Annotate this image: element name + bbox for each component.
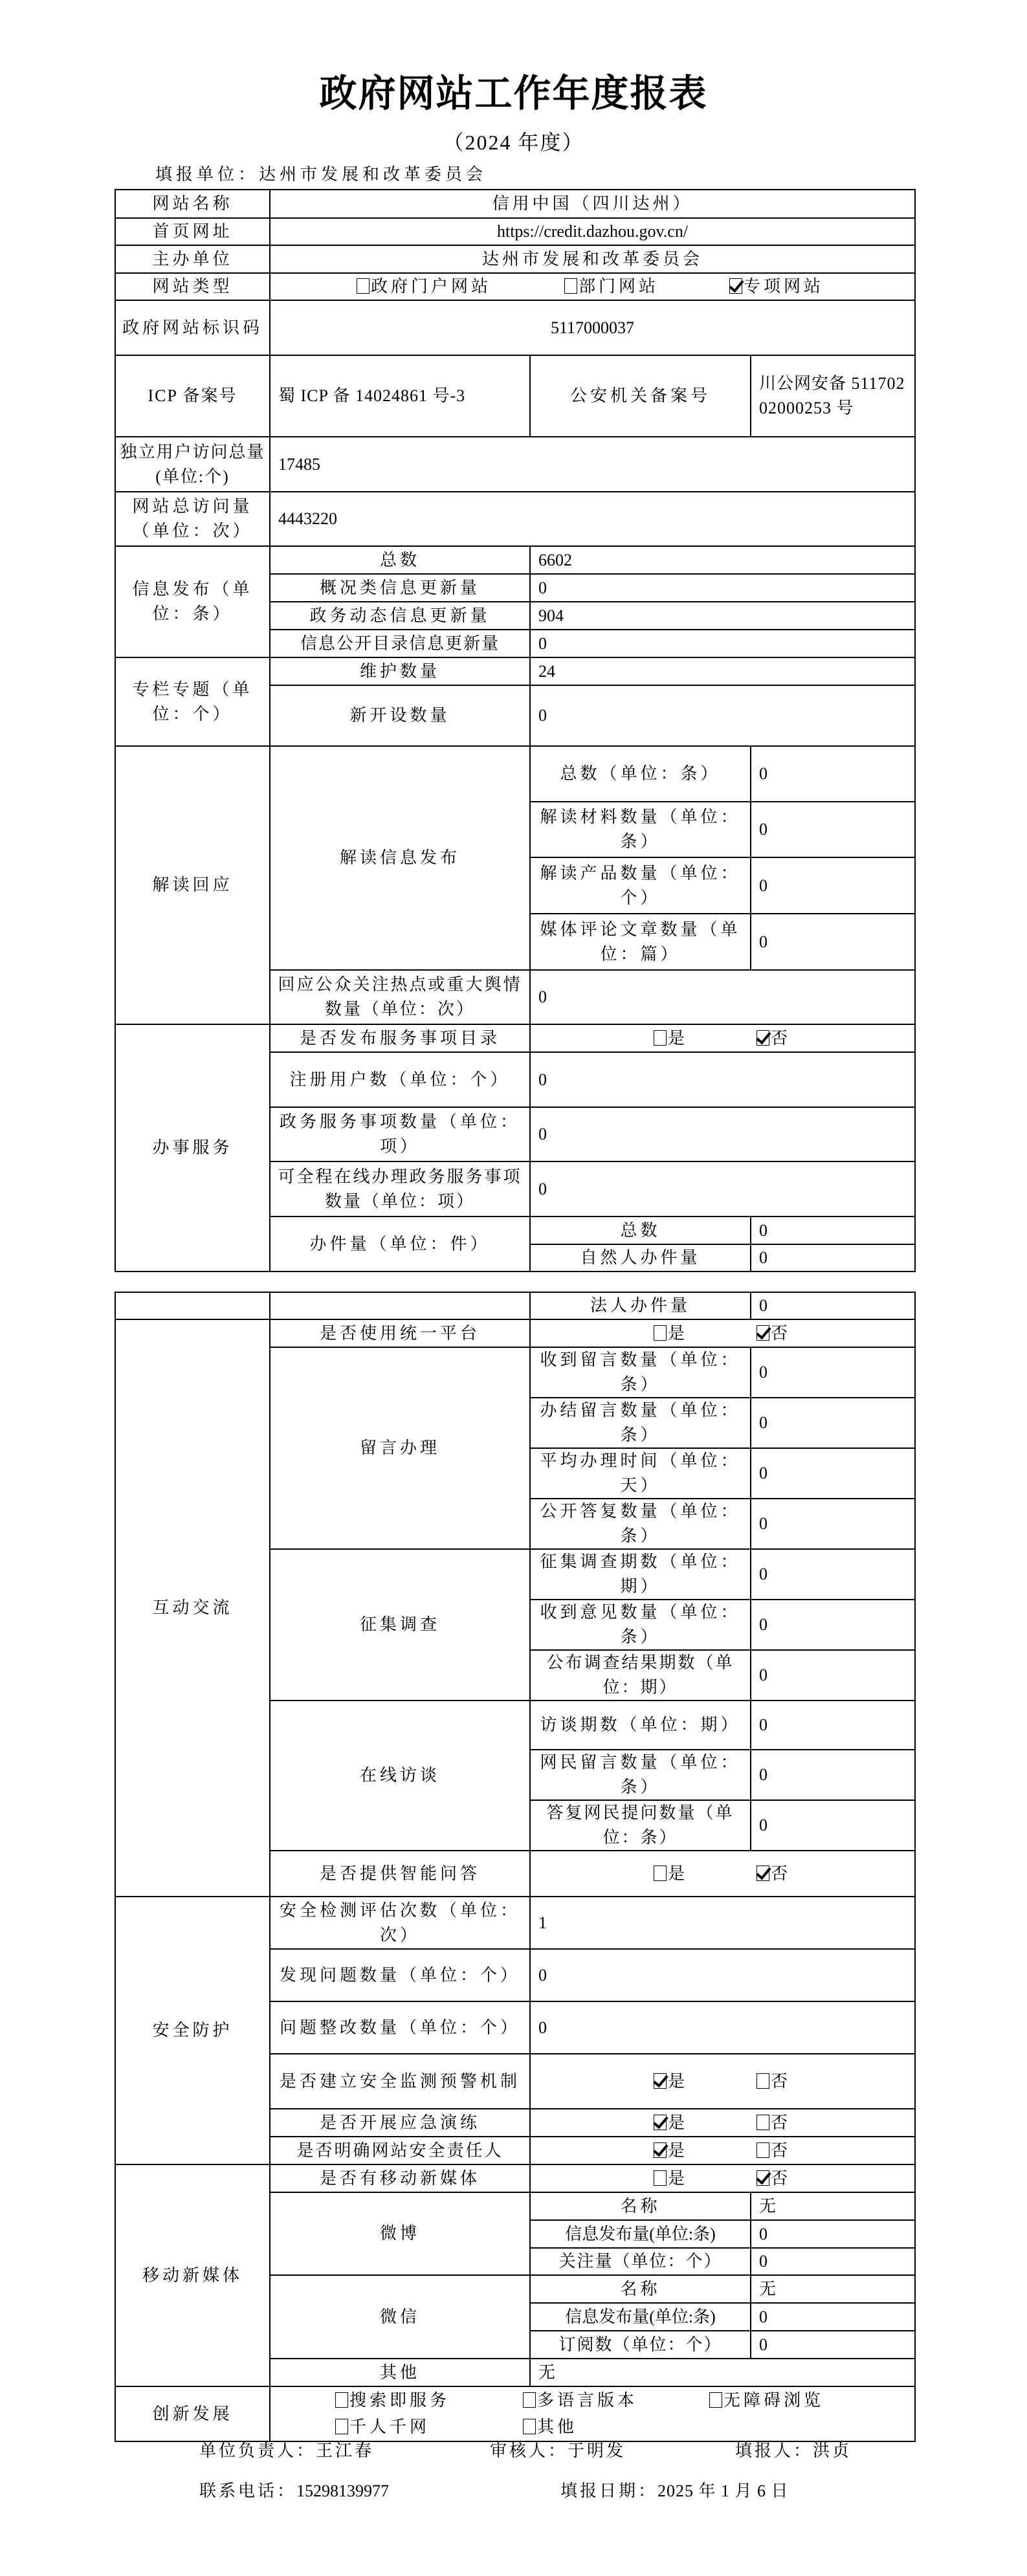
checkbox-icon[interactable] (654, 1866, 667, 1881)
interview-row-value: 0 (751, 1750, 915, 1800)
row-unique-visitors (115, 437, 915, 492)
sec-row-label: 发现问题数量（单位：个） (270, 1949, 530, 2001)
option-no[interactable]: 否 (756, 2069, 791, 2094)
sec-check-label: 是否明确网站安全责任人 (270, 2137, 530, 2164)
option-yes[interactable]: 是 (654, 1321, 688, 1346)
site-type-option-department[interactable]: 部门网站 (564, 274, 659, 299)
services-label: 办事服务 (115, 1024, 270, 1271)
msg-row-label: 收到留言数量（单位：条） (530, 1347, 751, 1398)
innovation-option-personalized[interactable]: 千人千网 (335, 2415, 430, 2439)
sec-row-label: 安全检测评估次数（单位：次） (270, 1897, 530, 1949)
messages-label: 留言办理 (270, 1347, 530, 1549)
option-no[interactable]: 否 (756, 2166, 791, 2191)
report-subtitle: （2024 年度） (443, 131, 584, 154)
wechat-row-value: 0 (751, 2331, 915, 2359)
sponsor-value: 达州市发展和改革委员会 (270, 245, 915, 273)
checkbox-icon[interactable] (654, 1325, 667, 1341)
reporting-unit-value: 达州市发展和改革委员会 (259, 165, 487, 184)
cases-row-value: 0 (751, 1292, 915, 1319)
option-no[interactable]: 否 (756, 2111, 791, 2135)
survey-row-value: 0 (751, 1650, 915, 1701)
report-table-part-2 (115, 1292, 916, 2442)
sec-check-label: 是否开展应急演练 (270, 2109, 530, 2137)
row-icp (115, 355, 915, 437)
cases-label: 办件量（单位：件） (270, 1216, 530, 1271)
checkbox-checked-icon[interactable] (654, 2115, 667, 2130)
unique-visitors-label: 独立用户访问总量(单位:个) (115, 437, 270, 492)
checkbox-icon[interactable] (523, 2392, 536, 2408)
report-title: 政府网站工作年度报表 (319, 72, 708, 115)
site-name-label: 网站名称 (115, 190, 270, 218)
sec-check-options (530, 2054, 915, 2109)
row-homepage (115, 218, 915, 245)
weibo-row-value: 无 (751, 2192, 915, 2220)
info-row-value: 0 (530, 574, 915, 602)
msg-row-value: 0 (751, 1398, 915, 1448)
checkbox-icon[interactable] (756, 2115, 769, 2130)
checkbox-icon[interactable] (654, 1030, 667, 1046)
wechat-row-value: 0 (751, 2303, 915, 2331)
interp-row-value: 0 (751, 746, 915, 802)
checkbox-checked-icon[interactable] (756, 1866, 769, 1881)
info-row-label: 概况类信息更新量 (270, 574, 530, 602)
footer-phone: 联系电话：15298139977 (199, 2482, 390, 2500)
option-yes[interactable]: 是 (654, 2139, 688, 2163)
footer-date: 填报日期：2025 年 1 月 6 日 (560, 2482, 789, 2500)
row-columns-maintained (115, 657, 915, 685)
option-yes[interactable]: 是 (654, 2069, 688, 2094)
cases-row-label: 自然人办件量 (530, 1244, 751, 1271)
row-info-total (115, 546, 915, 574)
msg-row-label: 平均办理时间（单位：天） (530, 1448, 751, 1499)
interpretation-sub-label: 解读信息发布 (270, 746, 530, 970)
site-type-options (270, 273, 915, 300)
page-views-label: 网站总访问量（单位：次） (115, 492, 270, 546)
site-id-label: 政府网站标识码 (115, 300, 270, 355)
survey-label: 征集调查 (270, 1549, 530, 1701)
interp-row-label: 解读产品数量（单位：个） (530, 857, 751, 914)
service-row-label: 注册用户数（单位：个） (270, 1052, 530, 1107)
msg-row-value: 0 (751, 1499, 915, 1549)
checkbox-icon[interactable] (357, 278, 370, 294)
interp-row-label: 总数（单位：条） (530, 746, 751, 802)
footer-reviewer: 审核人：于明发 (490, 2441, 626, 2460)
option-no[interactable]: 否 (756, 1026, 791, 1051)
msg-row-label: 公开答复数量（单位：条） (530, 1499, 751, 1549)
row-sponsor (115, 245, 915, 273)
msg-row-label: 办结留言数量（单位：条） (530, 1398, 751, 1448)
response-label: 回应公众关注热点或重大舆情数量（单位：次） (270, 970, 530, 1024)
weibo-row-value: 0 (751, 2220, 915, 2248)
row-page-views (115, 492, 915, 546)
row-site-name (115, 190, 915, 218)
interpretation-label: 解读回应 (115, 746, 270, 1024)
checkbox-icon[interactable] (654, 2170, 667, 2186)
wechat-label: 微信 (270, 2275, 530, 2359)
info-publish-label: 信息发布（单位：条） (115, 546, 270, 657)
columns-label: 专栏专题（单位：个） (115, 657, 270, 746)
weibo-row-label: 信息发布量(单位:条) (530, 2220, 751, 2248)
option-yes[interactable]: 是 (654, 2166, 688, 2191)
sec-check-label: 是否建立安全监测预警机制 (270, 2054, 530, 2109)
service-row-label: 政务服务事项数量（单位：项） (270, 1107, 530, 1161)
row-site-type (115, 273, 915, 300)
checkbox-checked-icon[interactable] (654, 2073, 667, 2089)
site-type-option-portal[interactable]: 政府门户网站 (357, 274, 491, 299)
checkbox-icon[interactable] (756, 2142, 769, 2158)
row-innovation (115, 2386, 915, 2441)
site-id-value: 5117000037 (270, 300, 915, 355)
innovation-options (270, 2386, 915, 2441)
site-type-option-special[interactable]: 专项网站 (729, 274, 824, 299)
platform-options (530, 1319, 915, 1347)
sec-row-value: 0 (530, 2001, 915, 2054)
survey-row-value: 0 (751, 1600, 915, 1650)
icp-value: 蜀 ICP 备 14024861 号-3 (270, 355, 530, 437)
option-no[interactable]: 否 (756, 1862, 791, 1886)
row-sec-assess (115, 1897, 915, 1949)
checkbox-checked-icon[interactable] (756, 2170, 769, 2186)
sec-row-label: 问题整改数量（单位：个） (270, 2001, 530, 2054)
option-yes[interactable]: 是 (654, 1026, 688, 1051)
site-name-value: 信用中国（四川达州） (270, 190, 915, 218)
unique-visitors-value: 17485 (270, 437, 915, 492)
row-cases-legal (115, 1292, 915, 1319)
info-row-label: 信息公开目录信息更新量 (270, 630, 530, 657)
columns-row-value: 0 (530, 685, 915, 746)
sec-row-value: 1 (530, 1897, 915, 1949)
checkbox-checked-icon[interactable] (756, 1325, 769, 1341)
interview-row-label: 网民留言数量（单位：条） (530, 1750, 751, 1800)
homepage-label: 首页网址 (115, 218, 270, 245)
checkbox-icon[interactable] (523, 2419, 536, 2434)
site-type-label: 网站类型 (115, 273, 270, 300)
option-no[interactable]: 否 (756, 2139, 791, 2163)
row-interp-total (115, 746, 915, 802)
interp-row-value: 0 (751, 914, 915, 970)
msg-row-value: 0 (751, 1347, 915, 1398)
option-yes[interactable]: 是 (654, 2111, 688, 2135)
info-row-label: 总数 (270, 546, 530, 574)
cases-row-value: 0 (751, 1216, 915, 1244)
service-row-label: 可全程在线办理政务服务事项数量（单位：项） (270, 1161, 530, 1216)
row-unified-platform (115, 1319, 915, 1347)
weibo-row-label: 名称 (530, 2192, 751, 2220)
service-catalog-options (530, 1024, 915, 1052)
checkbox-icon[interactable] (709, 2392, 722, 2408)
innovation-option-search[interactable]: 搜索即服务 (335, 2388, 450, 2413)
icp-label: ICP 备案号 (115, 355, 270, 437)
interaction-label: 互动交流 (115, 1319, 270, 1897)
survey-row-label: 征集调查期数（单位：期） (530, 1549, 751, 1600)
interview-row-value: 0 (751, 1800, 915, 1851)
checkbox-checked-icon[interactable] (729, 278, 742, 294)
footer-filler: 填报人：洪贞 (735, 2441, 852, 2460)
interp-row-value: 0 (751, 802, 915, 857)
smart-qa-label: 是否提供智能问答 (270, 1851, 530, 1897)
info-row-label: 政务动态信息更新量 (270, 602, 530, 630)
weibo-row-label: 关注量（单位：个） (530, 2248, 751, 2275)
cases-row-value: 0 (751, 1244, 915, 1271)
security-label: 安全防护 (115, 1897, 270, 2164)
cases-row-label: 法人办件量 (530, 1292, 751, 1319)
innovation-option-multilingual[interactable]: 多语言版本 (523, 2388, 637, 2413)
sec-row-value: 0 (530, 1949, 915, 2001)
platform-label: 是否使用统一平台 (270, 1319, 530, 1347)
info-row-value: 6602 (530, 546, 915, 574)
homepage-value: https://credit.dazhou.gov.cn/ (270, 218, 915, 245)
checkbox-checked-icon[interactable] (654, 2142, 667, 2158)
columns-row-value: 24 (530, 657, 915, 685)
wechat-row-label: 订阅数（单位：个） (530, 2331, 751, 2359)
page-views-value: 4443220 (270, 492, 915, 546)
service-row-value: 0 (530, 1161, 915, 1216)
option-no[interactable]: 否 (756, 1321, 791, 1346)
checkbox-icon[interactable] (564, 278, 577, 294)
innovation-label: 创新发展 (115, 2386, 270, 2441)
interp-row-label: 媒体评论文章数量（单位：篇） (530, 914, 751, 970)
interview-row-label: 答复网民提问数量（单位：条） (530, 1800, 751, 1851)
row-site-id (115, 300, 915, 355)
service-catalog-label: 是否发布服务事项目录 (270, 1024, 530, 1052)
columns-row-label: 新开设数量 (270, 685, 530, 746)
survey-row-label: 公布调查结果期数（单位：期） (530, 1650, 751, 1701)
columns-row-label: 维护数量 (270, 657, 530, 685)
report-table-part-1 (115, 189, 916, 1272)
mobile-other-label: 其他 (270, 2359, 530, 2386)
has-mobile-options (530, 2164, 915, 2192)
interview-row-value: 0 (751, 1701, 915, 1750)
has-mobile-label: 是否有移动新媒体 (270, 2164, 530, 2192)
cases-row-label: 总数 (530, 1216, 751, 1244)
sponsor-label: 主办单位 (115, 245, 270, 273)
empty-cell (115, 1292, 270, 1319)
reporting-unit-line (155, 163, 487, 186)
row-service-catalog (115, 1024, 915, 1052)
checkbox-icon[interactable] (335, 2419, 348, 2434)
interview-label: 在线访谈 (270, 1701, 530, 1851)
weibo-label: 微博 (270, 2192, 530, 2275)
response-value: 0 (530, 970, 915, 1024)
survey-row-label: 收到意见数量（单位：条） (530, 1600, 751, 1650)
wechat-row-value: 无 (751, 2275, 915, 2303)
info-row-value: 904 (530, 602, 915, 630)
mobile-other-value: 无 (530, 2359, 915, 2386)
police-record-value: 川公网安备 51170202000253 号 (751, 355, 915, 437)
sec-check-options (530, 2109, 915, 2137)
interp-row-label: 解读材料数量（单位：条） (530, 802, 751, 857)
option-yes[interactable]: 是 (654, 1862, 688, 1886)
innovation-option-accessibility[interactable]: 无障碍浏览 (709, 2388, 824, 2413)
info-row-value: 0 (530, 630, 915, 657)
checkbox-checked-icon[interactable] (756, 1030, 769, 1046)
innovation-option-other[interactable]: 其他 (523, 2415, 577, 2439)
police-record-label: 公安机关备案号 (530, 355, 751, 437)
service-row-value: 0 (530, 1052, 915, 1107)
service-row-value: 0 (530, 1107, 915, 1161)
msg-row-value: 0 (751, 1448, 915, 1499)
survey-row-value: 0 (751, 1549, 915, 1600)
wechat-row-label: 名称 (530, 2275, 751, 2303)
mobile-label: 移动新媒体 (115, 2164, 270, 2386)
checkbox-icon[interactable] (335, 2392, 348, 2408)
row-has-mobile (115, 2164, 915, 2192)
interview-row-label: 访谈期数（单位：期） (530, 1701, 751, 1750)
footer-leader: 单位负责人：王江春 (199, 2441, 375, 2460)
wechat-row-label: 信息发布量(单位:条) (530, 2303, 751, 2331)
reporting-unit-label: 填报单位： (155, 165, 260, 184)
sec-check-options (530, 2137, 915, 2164)
interp-row-value: 0 (751, 857, 915, 914)
checkbox-icon[interactable] (756, 2073, 769, 2089)
smart-qa-options (530, 1851, 915, 1897)
weibo-row-value: 0 (751, 2248, 915, 2275)
empty-cell (270, 1292, 530, 1319)
